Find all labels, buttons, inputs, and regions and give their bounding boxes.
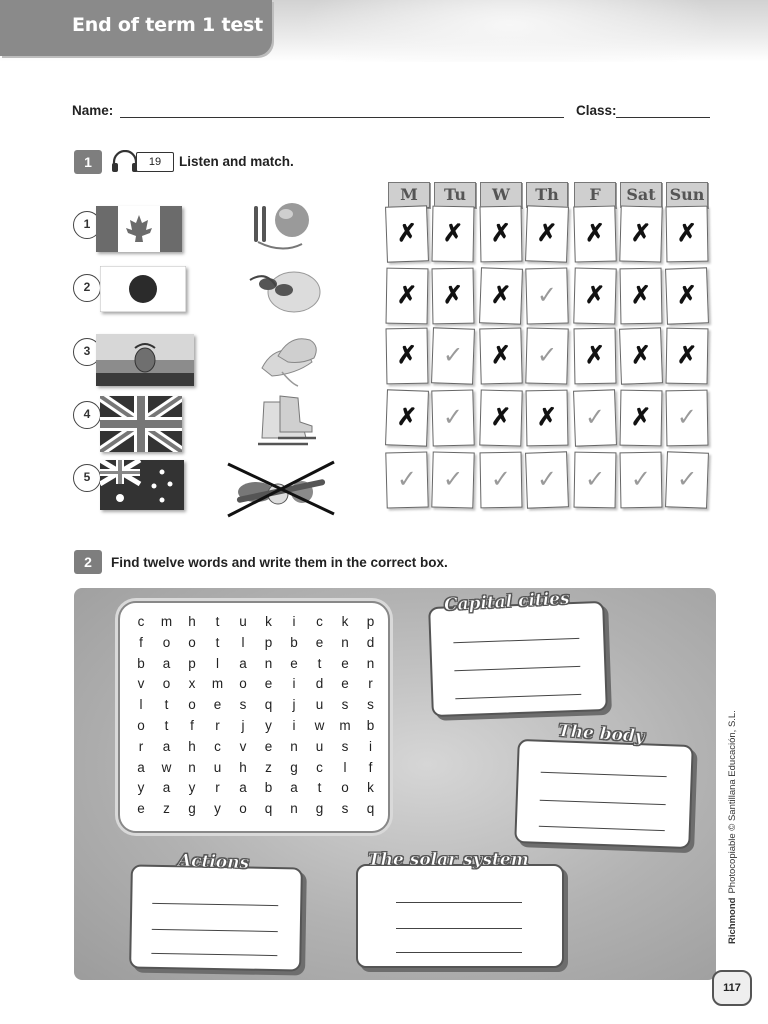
answer-line[interactable]	[396, 902, 522, 903]
day-header: Th	[526, 182, 568, 208]
cross-mark-cell: ✗	[620, 268, 663, 325]
page-title: End of term 1 test	[72, 14, 264, 36]
cross-mark-cell: ✗	[479, 389, 522, 446]
word-search-letter[interactable]: r	[215, 718, 220, 733]
word-search-letter[interactable]: v	[137, 676, 145, 692]
word-search-letter[interactable]: r	[368, 676, 373, 692]
tick-mark-cell: ✓	[525, 451, 569, 508]
answer-line[interactable]	[396, 952, 522, 953]
word-search-letter[interactable]: n	[290, 801, 298, 817]
word-search-letter[interactable]: t	[215, 634, 220, 650]
class-field[interactable]	[616, 117, 710, 118]
word-search-letter[interactable]: c	[214, 738, 221, 754]
word-search-letter[interactable]: c	[316, 614, 323, 629]
class-label: Class:	[576, 103, 617, 118]
tick-mark-cell: ✓	[574, 452, 617, 509]
word-search-letter[interactable]: k	[341, 614, 349, 629]
word-search-letter[interactable]: j	[241, 718, 245, 733]
word-search-letter[interactable]: d	[315, 676, 324, 692]
word-search-letter[interactable]: e	[341, 676, 349, 692]
word-search-letter[interactable]: i	[292, 718, 296, 733]
word-search-letter[interactable]: y	[188, 780, 196, 796]
word-search-letter[interactable]: l	[343, 759, 347, 775]
exercise-2-number: 2	[74, 550, 102, 574]
word-search-letter[interactable]: k	[265, 614, 272, 629]
tick-mark-cell: ✓	[385, 451, 428, 508]
page-number: 117	[712, 970, 752, 1006]
word-search-letter[interactable]: y	[214, 801, 221, 817]
word-search-letter[interactable]: a	[290, 780, 298, 796]
answer-line[interactable]	[539, 826, 665, 831]
row-number: 3	[73, 338, 101, 366]
day-header: Tu	[434, 182, 476, 208]
united-kingdom-flag	[100, 396, 182, 452]
word-search-letter[interactable]: g	[315, 801, 324, 817]
tick-mark-cell: ✓	[431, 327, 475, 384]
capital-cities-title: Capital cities	[443, 588, 571, 616]
tick-mark-cell: ✓	[666, 390, 709, 447]
row-number: 4	[73, 401, 101, 429]
answer-line[interactable]	[152, 903, 278, 906]
crossed-out-sports-equipment-picture	[226, 458, 336, 518]
day-header: M	[388, 182, 430, 208]
word-search-letter[interactable]: q	[264, 697, 273, 713]
cross-mark-cell: ✗	[666, 328, 709, 385]
cross-mark-cell: ✗	[385, 205, 429, 262]
the-solar-system-box	[356, 864, 564, 968]
word-search-letter[interactable]: v	[239, 738, 247, 754]
cross-mark-cell: ✗	[573, 267, 616, 324]
word-search-letter[interactable]: h	[188, 738, 196, 754]
word-search-letter[interactable]: b	[264, 780, 273, 796]
row-number: 1	[73, 211, 101, 239]
cross-mark-cell: ✗	[525, 205, 569, 262]
word-search-letter[interactable]: z	[265, 759, 272, 775]
cross-mark-cell: ✗	[386, 268, 429, 325]
word-search-letter[interactable]: f	[368, 759, 373, 775]
row-number: 5	[73, 464, 101, 492]
word-search-letter[interactable]: o	[137, 718, 145, 733]
tick-mark-cell: ✓	[573, 389, 617, 446]
cross-mark-cell: ✗	[479, 267, 523, 324]
tick-mark-cell: ✓	[431, 389, 474, 446]
word-search-letter[interactable]: t	[317, 655, 322, 671]
name-label: Name:	[72, 103, 114, 118]
word-search-letter[interactable]: e	[315, 634, 324, 650]
capital-cities-box	[428, 601, 608, 717]
word-search-letter[interactable]: o	[239, 676, 247, 692]
tick-mark-cell: ✓	[665, 451, 709, 508]
word-search-letter[interactable]: p	[366, 614, 375, 629]
word-search-letter[interactable]: o	[188, 697, 196, 713]
cross-mark-cell: ✗	[619, 327, 663, 384]
cross-mark-cell: ✗	[666, 206, 709, 263]
canada-flag	[96, 206, 182, 252]
word-search-letter[interactable]: h	[188, 614, 196, 629]
answer-line[interactable]	[453, 638, 579, 643]
actions-title: Actions	[177, 850, 250, 874]
word-search-letter[interactable]: b	[366, 718, 375, 733]
word-search-letter[interactable]: c	[137, 614, 145, 629]
word-search-letter[interactable]: f	[190, 718, 194, 733]
copyright-text: Photocopiable © Santillana Educación, S.L.	[727, 710, 738, 894]
word-search-letter[interactable]: n	[264, 655, 273, 671]
tick-mark-cell: ✓	[525, 267, 568, 324]
actions-box	[129, 865, 303, 972]
word-search-letter[interactable]: p	[264, 634, 273, 650]
australia-flag	[100, 460, 184, 510]
word-search-letter[interactable]: e	[213, 697, 222, 713]
the-body-title: The body	[557, 720, 646, 748]
word-search-letter[interactable]: i	[369, 738, 372, 754]
swimming-goggles-picture	[246, 260, 326, 320]
the-body-box	[514, 739, 694, 849]
word-search-letter[interactable]: m	[211, 676, 224, 692]
cross-mark-cell: ✗	[619, 205, 662, 262]
word-search-letter[interactable]: a	[162, 655, 171, 671]
word-search-letter[interactable]: z	[163, 801, 170, 817]
word-search-letter[interactable]: a	[162, 780, 171, 796]
the-solar-system-title: The solar system	[368, 850, 529, 870]
word-search-letter[interactable]: o	[162, 634, 171, 650]
cross-mark-cell: ✗	[385, 389, 429, 446]
word-search-letter[interactable]: u	[315, 697, 324, 713]
word-search-letter[interactable]: u	[239, 614, 247, 629]
word-search-letter[interactable]: b	[137, 655, 145, 671]
answer-line[interactable]	[541, 772, 667, 777]
word-search-letter[interactable]: l	[241, 634, 245, 650]
word-search-letter[interactable]: h	[239, 759, 247, 775]
word-search-letter[interactable]: x	[188, 676, 196, 692]
word-search-letter[interactable]: y	[265, 718, 272, 733]
word-search-letter[interactable]: u	[213, 759, 222, 775]
cross-mark-cell: ✗	[479, 327, 522, 384]
word-search-letter[interactable]: e	[290, 655, 298, 671]
word-search-letter[interactable]: n	[290, 738, 298, 754]
word-search-letter[interactable]: g	[290, 759, 298, 775]
word-search-letter[interactable]: f	[139, 634, 143, 650]
cross-mark-cell: ✗	[574, 328, 617, 385]
word-search-letter[interactable]: t	[215, 614, 220, 629]
publisher-credit	[727, 704, 743, 944]
word-search-letter[interactable]: t	[164, 697, 169, 713]
word-search-letter[interactable]: p	[188, 655, 196, 671]
word-search-letter[interactable]: t	[164, 718, 169, 733]
word-search-letter[interactable]: m	[339, 718, 351, 733]
word-search-letter[interactable]: w	[161, 759, 172, 775]
word-search-letter[interactable]: n	[341, 634, 349, 650]
word-search-letter[interactable]: a	[239, 655, 247, 671]
ice-skates-picture	[250, 392, 330, 452]
cross-mark-cell: ✗	[573, 205, 616, 262]
skipping-rope-ball-picture	[242, 196, 322, 256]
ecuador-flag	[96, 334, 194, 386]
word-search-letter[interactable]: i	[292, 676, 296, 692]
word-search-letter[interactable]: u	[315, 738, 324, 754]
word-search-letter[interactable]: a	[162, 738, 171, 754]
word-search-letter[interactable]: t	[317, 780, 322, 796]
word-search-letter[interactable]: a	[137, 759, 145, 775]
cross-mark-cell: ✗	[665, 267, 709, 324]
word-search-letter[interactable]: n	[366, 655, 375, 671]
answer-line[interactable]	[396, 928, 522, 929]
word-search-letter[interactable]: g	[188, 801, 196, 817]
japan-flag	[100, 266, 186, 312]
cross-mark-cell: ✗	[620, 390, 663, 447]
word-search-letter[interactable]: a	[239, 780, 247, 796]
cross-mark-cell: ✗	[432, 268, 475, 325]
word-search-letter[interactable]: o	[188, 634, 196, 650]
word-search-letter[interactable]: i	[292, 614, 296, 629]
word-search-letter[interactable]: c	[316, 759, 323, 775]
tick-mark-cell: ✓	[431, 451, 474, 508]
cross-mark-cell: ✗	[480, 206, 523, 263]
word-search-letter[interactable]: w	[314, 718, 325, 733]
audio-track-number: 19	[136, 152, 174, 172]
word-search-letter[interactable]: r	[215, 780, 220, 796]
answer-line[interactable]	[151, 953, 277, 956]
day-header: F	[574, 182, 616, 208]
word-search-letter[interactable]: n	[188, 759, 196, 775]
exercise-1-number: 1	[74, 150, 102, 174]
brand-name: Richmond	[727, 897, 738, 944]
name-field[interactable]	[120, 117, 564, 118]
word-search-letter[interactable]: e	[341, 655, 349, 671]
word-search-letter[interactable]: q	[366, 801, 375, 817]
word-search-letter[interactable]: e	[264, 676, 273, 692]
tick-mark-cell: ✓	[620, 452, 663, 509]
cross-mark-cell: ✗	[432, 206, 475, 263]
word-search-letter[interactable]: d	[366, 634, 375, 650]
day-header: W	[480, 182, 522, 208]
word-search-letter[interactable]: s	[341, 697, 349, 713]
word-search-letter[interactable]: e	[264, 738, 273, 754]
answer-line[interactable]	[454, 666, 580, 671]
title-tab	[0, 0, 272, 56]
ballet-shoes-picture	[252, 328, 332, 388]
word-search-letter[interactable]: s	[341, 738, 349, 754]
row-number: 2	[73, 274, 101, 302]
cross-mark-cell: ✗	[386, 328, 429, 385]
word-search-letter[interactable]: r	[138, 738, 144, 754]
word-search-letter[interactable]: l	[139, 697, 143, 713]
answer-line[interactable]	[455, 694, 581, 699]
word-search-letter[interactable]: l	[216, 655, 219, 671]
word-search-letter[interactable]: e	[137, 801, 145, 817]
word-search-letter[interactable]: b	[290, 634, 298, 650]
word-search-letter[interactable]: q	[264, 801, 273, 817]
word-search-letter[interactable]: o	[239, 801, 247, 817]
word-search-letter[interactable]: s	[341, 801, 349, 817]
exercise-1-instruction: Listen and match.	[179, 154, 294, 169]
tick-mark-cell: ✓	[480, 452, 523, 509]
word-search-letter[interactable]: o	[341, 780, 349, 796]
word-search-letter[interactable]: s	[367, 697, 374, 713]
word-search-letter[interactable]: s	[239, 697, 247, 713]
word-search-letter[interactable]: j	[292, 697, 296, 713]
day-header: Sat	[620, 182, 662, 208]
answer-line[interactable]	[152, 929, 278, 932]
word-search-letter[interactable]: m	[160, 614, 173, 629]
word-search-letter[interactable]: k	[367, 780, 374, 796]
cross-mark-cell: ✗	[526, 390, 569, 447]
exercise-2-instruction: Find twelve words and write them in the correct box.	[111, 555, 448, 570]
day-header: Sun	[666, 182, 708, 208]
tick-mark-cell: ✓	[525, 327, 568, 384]
answer-line[interactable]	[540, 800, 666, 805]
word-search-letter[interactable]: y	[137, 780, 145, 796]
word-search-letter[interactable]: o	[162, 676, 171, 692]
